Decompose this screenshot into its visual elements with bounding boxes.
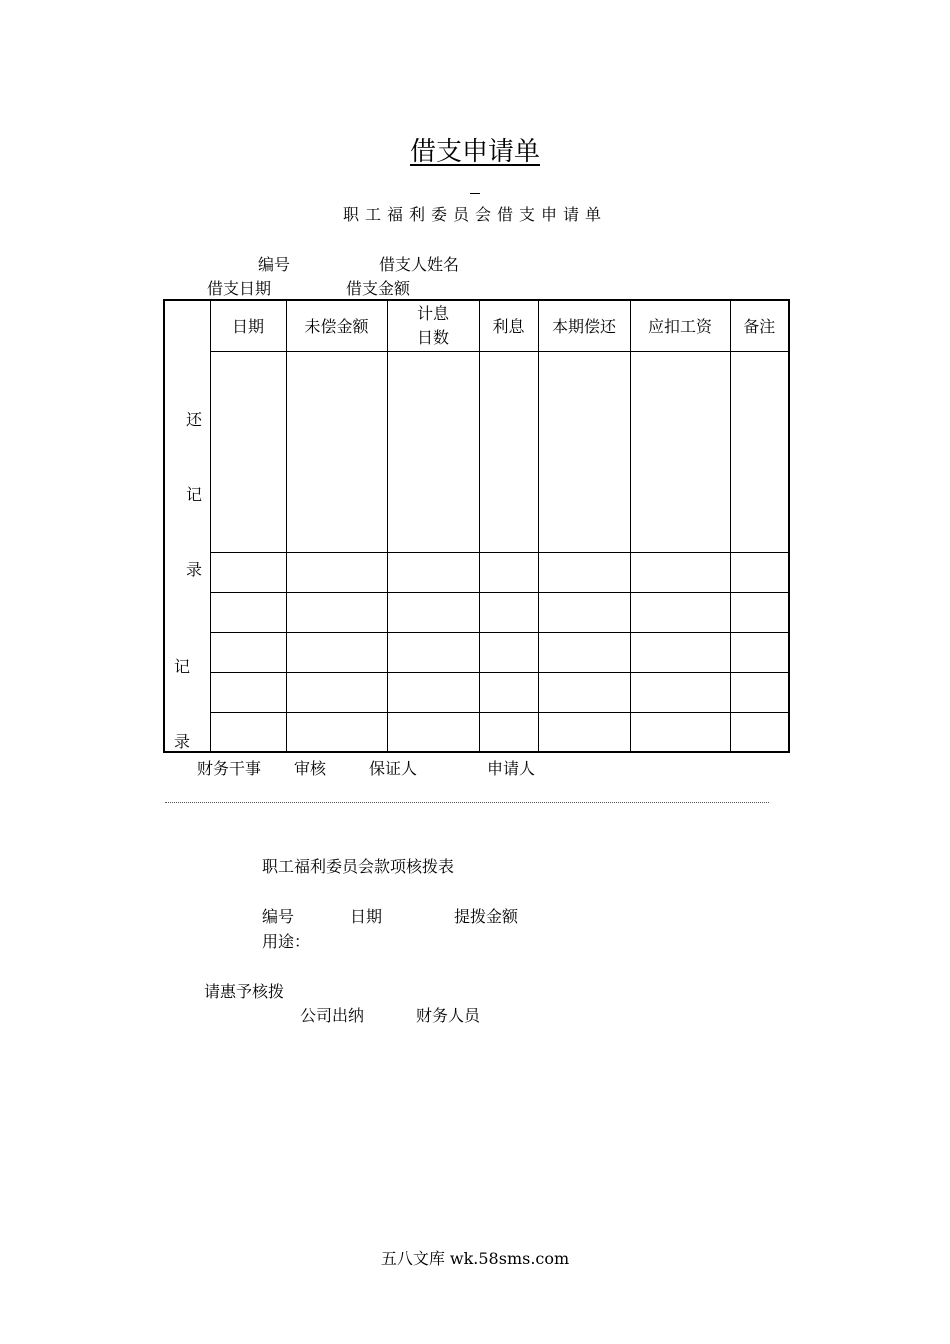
header-interest-days-line1: 计息: [416, 303, 449, 323]
header-salary-deduction: 应扣工资: [630, 300, 730, 351]
table-cell[interactable]: [387, 351, 479, 552]
loan-date-label: 借支日期: [207, 279, 272, 298]
section2-request-text: 请惠予核拨: [204, 982, 285, 1001]
table-cell[interactable]: [730, 351, 789, 552]
cut-line-divider: [165, 802, 769, 803]
title-dash: [470, 193, 480, 194]
table-cell[interactable]: [210, 672, 286, 712]
section2-serial-no-label: 编号: [262, 907, 295, 926]
table-cell[interactable]: [210, 592, 286, 632]
table-cell[interactable]: [286, 351, 387, 552]
header-interest: 利息: [479, 300, 538, 351]
section2-cashier-label: 公司出纳: [300, 1006, 365, 1025]
table-cell[interactable]: [538, 712, 630, 752]
table-cell[interactable]: [479, 712, 538, 752]
section2-allot-amount-label: 提拨金额: [454, 907, 519, 926]
table-row: [164, 351, 789, 552]
table-cell[interactable]: [630, 672, 730, 712]
header-remarks: 备注: [730, 300, 789, 351]
side-char: 还: [186, 410, 203, 429]
header-current-repayment: 本期偿还: [538, 300, 630, 351]
table-cell[interactable]: [630, 632, 730, 672]
table-row: [164, 632, 789, 672]
section2-purpose-label: 用途：: [262, 932, 311, 951]
table-cell[interactable]: [286, 672, 387, 712]
table-cell[interactable]: [210, 632, 286, 672]
section2-title: 职工福利委员会款项核拨表: [262, 857, 455, 876]
table-cell[interactable]: [479, 351, 538, 552]
applicant-label: 申请人: [487, 759, 536, 778]
table-cell[interactable]: [479, 552, 538, 592]
table-cell[interactable]: [210, 552, 286, 592]
table-cell[interactable]: [479, 632, 538, 672]
table-cell[interactable]: [210, 351, 286, 552]
table-cell[interactable]: [538, 552, 630, 592]
loan-amount-label: 借支金额: [346, 279, 411, 298]
borrower-name-label: 借支人姓名: [379, 255, 460, 274]
serial-no-label: 编号: [258, 255, 291, 274]
table-cell[interactable]: [538, 672, 630, 712]
table-cell[interactable]: [730, 712, 789, 752]
table-cell[interactable]: [387, 672, 479, 712]
table-cell[interactable]: [630, 712, 730, 752]
table-row: [164, 672, 789, 712]
table-cell[interactable]: [730, 552, 789, 592]
table-row: [164, 552, 789, 592]
table-cell[interactable]: [538, 632, 630, 672]
guarantor-label: 保证人: [369, 759, 418, 778]
table-cell[interactable]: [286, 552, 387, 592]
table-cell[interactable]: [630, 592, 730, 632]
side-label-upper: [164, 300, 210, 592]
table-cell[interactable]: [387, 632, 479, 672]
side-char: 记: [186, 485, 203, 504]
side-label-lower: [164, 592, 210, 752]
header-outstanding-amount: 未偿金额: [286, 300, 387, 351]
table-row: [164, 712, 789, 752]
table-cell[interactable]: [387, 712, 479, 752]
header-interest-days: [387, 300, 479, 351]
header-date: 日期: [210, 300, 286, 351]
footer-source: 五八文库 wk.58sms.com: [380, 1249, 570, 1268]
table-cell[interactable]: [387, 552, 479, 592]
table-cell[interactable]: [730, 632, 789, 672]
review-label: 审核: [294, 759, 327, 778]
finance-clerk-label: 财务干事: [197, 759, 262, 778]
table-cell[interactable]: [479, 672, 538, 712]
table-cell[interactable]: [538, 592, 630, 632]
repayment-table: [163, 299, 790, 753]
side-char: 记: [174, 657, 191, 676]
table-cell[interactable]: [630, 552, 730, 592]
table-cell[interactable]: [730, 592, 789, 632]
document-title: 借支申请单: [409, 137, 540, 167]
table-row: [164, 592, 789, 632]
table-cell[interactable]: [630, 351, 730, 552]
section2-date-label: 日期: [350, 907, 383, 926]
side-char: 录: [186, 560, 203, 579]
side-char: 录: [174, 732, 191, 751]
table-cell[interactable]: [286, 592, 387, 632]
table-cell[interactable]: [730, 672, 789, 712]
section2-finance-staff-label: 财务人员: [416, 1006, 481, 1025]
table-cell[interactable]: [479, 592, 538, 632]
header-interest-days-line2: 日数: [416, 327, 449, 347]
table-cell[interactable]: [387, 592, 479, 632]
table-cell[interactable]: [286, 632, 387, 672]
table-cell[interactable]: [538, 351, 630, 552]
table-cell[interactable]: [286, 712, 387, 752]
table-cell[interactable]: [210, 712, 286, 752]
document-subtitle: 职工福利委员会借支申请单: [342, 205, 607, 224]
